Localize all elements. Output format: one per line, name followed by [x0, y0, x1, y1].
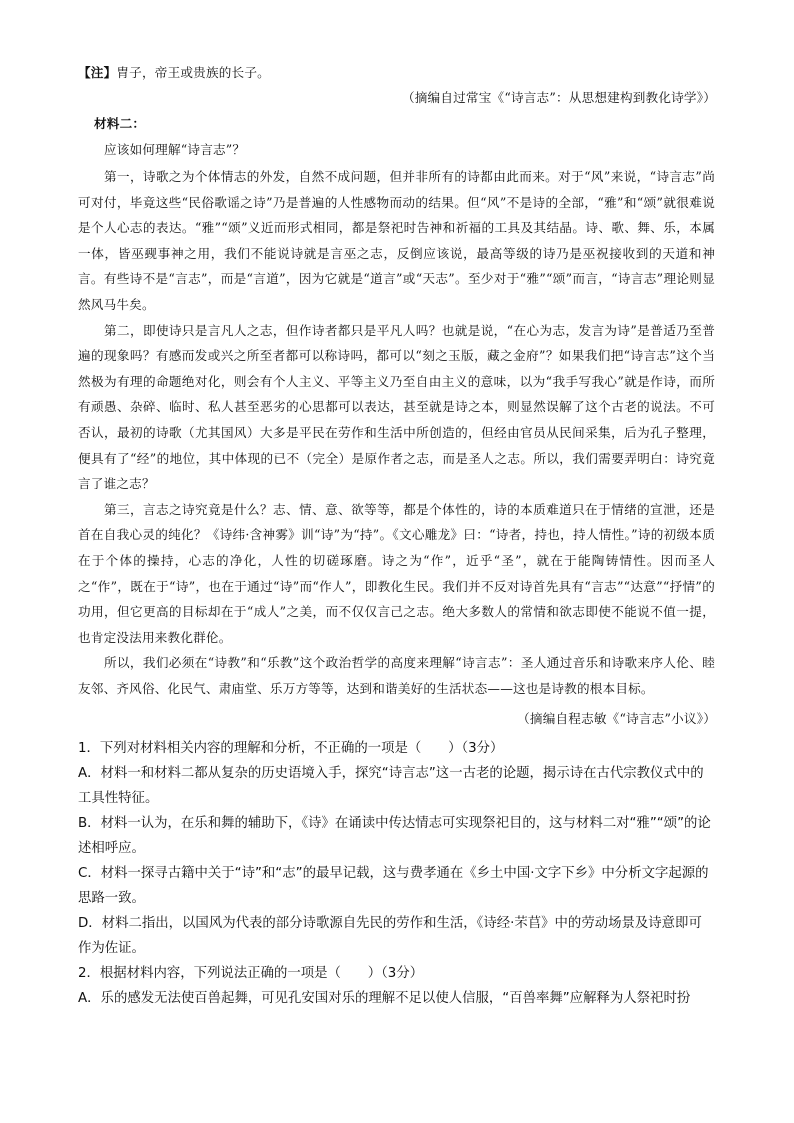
source-citation-2: （摘编自程志敏《“诗言志”小议》）: [517, 711, 716, 726]
material-paragraph-4: 所以，我们必须在“诗教”和“乐教”这个政治哲学的高度来理解“诗言志”：圣人通过音乐和诗歌来序人伦、睦友邻、齐风俗、化民气、肃庙堂、乐万方等等，达到和谐美好的生活状态——这也是诗教的根本目标。: [78, 655, 715, 696]
material-two-heading: 材料二：: [94, 116, 146, 131]
question-1-option-b: B．材料一认为，在乐和舞的辅助下，《诗》在诵读中传达情志可实现祭祀目的，这与材料二对“雅”“颂”的论述相呼应。: [78, 816, 711, 856]
question-2-stem: 2．根据材料内容，下列说法正确的一项是（ ）（3分）: [78, 966, 424, 981]
material-paragraph-2: 第二，即使诗只是言凡人之志，但作诗者都只是平凡人吗？也就是说，“在心为志，发言为诗”是普适乃至普遍的现象吗？有感而发或兴之所至者都可以称诗吗，都可以“刻之玉版，藏之金府”？如果我们把“诗言志”这个当然极为有理的命题绝对化，则会有个人主义、平等主义乃至自由主义的意味，以为“我手写我心”就是作诗，而所有顽愚、杂碎、临时、私人甚至恶劣的心思都可以表达，甚至就是诗之本，则显然误解了这个古老的说法。不可否认，最初的诗歌（尤其国风）大多是平民在劳作和生活中所创造的，但经由官员从民间采集，后为孔子整理，便具有了“经”的地位，其中体现的已不（完全）是原作者之志，而是圣人之志。所以，我们需要弄明白：诗究竟言了谁之志？: [78, 322, 715, 492]
note-text: 胄子，帝王或贵族的长子。: [116, 65, 270, 80]
material-paragraph-1: 第一，诗歌之为个体情志的外发，自然不成问题，但并非所有的诗都由此而来。对于“风”来说，“诗言志”尚可对付，毕竟这些“民俗歌谣之诗”乃是普遍的人性感物而动的结果。但“风”不是诗的全部，“雅”和“颂”就很难说是个人心志的表达。“雅”“颂”义近而形式相同，都是祭祀时告神和祈福的工具及其结晶。诗、歌、舞、乐，本属一体，皆巫觋事神之用，我们不能说诗就是言巫之志，反倒应该说，最高等级的诗乃是巫祝接收到的天道和神言。有些诗不是“言志”，而是“言道”，因为它就是“道言”或“天志”。至少对于“雅”“颂”而言，“诗言志”理论则显然风马牛矣。: [78, 169, 715, 312]
material-two-question: 应该如何理解“诗言志”？: [104, 142, 246, 157]
question-1-option-a: A．材料一和材料二都从复杂的历史语境入手，探究“诗言志”这一古老的论题，揭示诗在古代宗教仪式中的工具性特征。: [78, 766, 704, 806]
source-citation-1: （摘编自过常宝《“诗言志”：从思想建构到教化诗学》）: [401, 90, 716, 105]
question-1-option-c: C．材料一探寻古籍中关于“诗”和“志”的最早记载，这与费孝通在《乡土中国·文字下乡》中分析文字起源的思路一致。: [78, 866, 709, 906]
question-1-stem: 1．下列对材料相关内容的理解和分析，不正确的一项是（ ）（3分）: [78, 741, 504, 756]
questions-section: [78, 736, 715, 1011]
annotation-note: [78, 62, 715, 84]
question-1-option-d: D．材料二指出，以国风为代表的部分诗歌源自先民的劳作和生活，《诗经·芣苢》中的劳动场景及诗意即可作为佐证。: [78, 916, 702, 956]
material-two-section: [78, 113, 715, 701]
question-2-option-a: A．乐的感发无法使百兽起舞，可见孔安国对乐的理解不足以使人信服，“百兽率舞”应解释为人祭祀时扮: [78, 991, 691, 1006]
note-bracket: 【注】: [78, 65, 117, 80]
material-paragraph-3: 第三，言志之诗究竟是什么？志、情、意、欲等等，都是个体性的，诗的本质难道只在于情绪的宣泄，还是首在自我心灵的纯化？《诗纬·含神雾》训“诗”为“持”。《文心雕龙》曰：“诗者，持也，持人情性。”诗的初级本质在于个体的操持，心志的净化，人性的切磋琢磨。诗之为“作”，近乎“圣”，就在于能陶铸情性。因而圣人之“作”，既在于“诗”，也在于通过“诗”而“作人”，即教化生民。我们并不反对诗首先具有“言志”“达意”“抒情”的功用，但它更高的目标却在于“成人”之美，而不仅仅言己之志。绝大多数人的常情和欲志即使不能说不值一提，也肯定没法用来教化群伦。: [78, 501, 715, 645]
